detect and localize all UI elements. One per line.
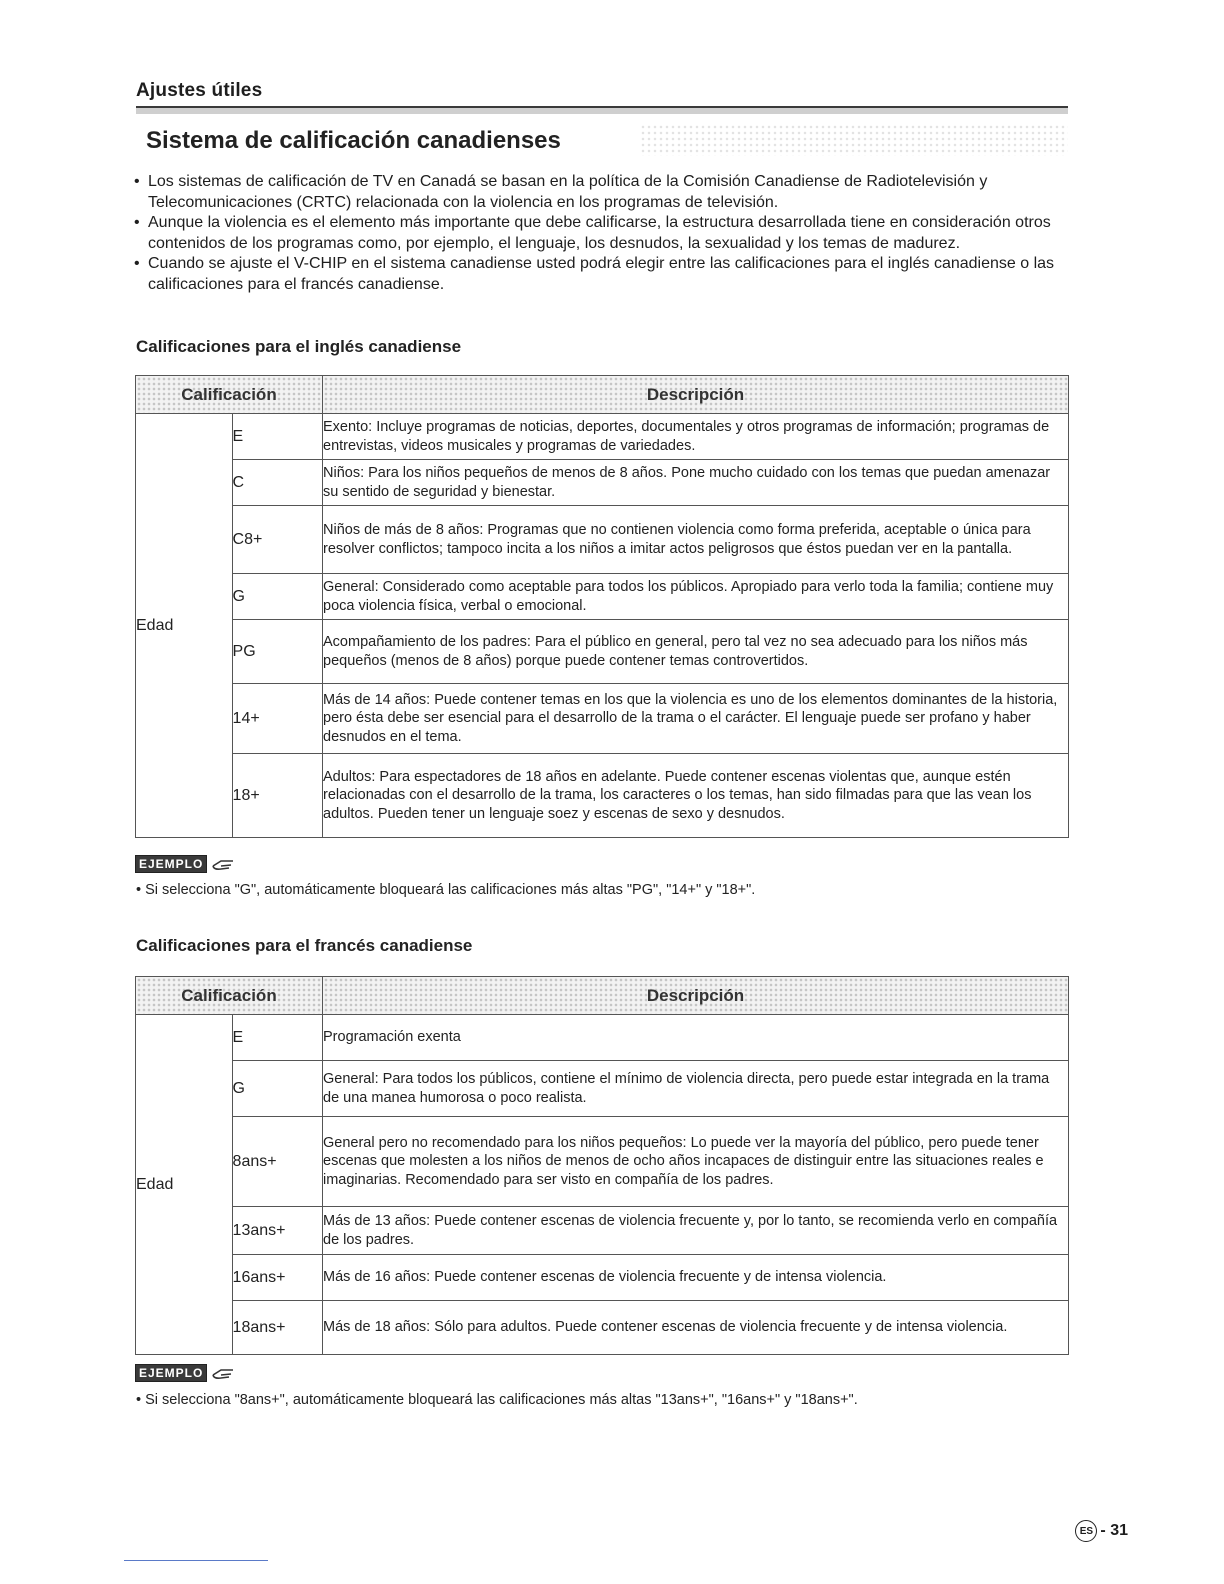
rating-code: PG (232, 620, 322, 684)
french-ratings-table (135, 976, 1069, 1355)
table-row (136, 460, 1069, 506)
header-descripcion: Descripción (323, 977, 1069, 1015)
rating-code: 13ans+ (232, 1207, 322, 1255)
rating-description: Exento: Incluye programas de noticias, deportes, documentales y otros programas de información; programas de entrevistas, videos musicales y programas de variedades. (323, 414, 1069, 460)
table-row (136, 414, 1069, 460)
english-subtitle: Calificaciones para el inglés canadiense (136, 337, 462, 356)
example-label: EJEMPLO (135, 855, 207, 873)
example-badge-french (135, 1364, 237, 1382)
example-text: Si selecciona "8ans+", automáticamente bloqueará las calificaciones más altas "13ans+", "16ans+" y "18ans+". (145, 1392, 858, 1408)
header-rule (136, 106, 1068, 114)
rating-description: Adultos: Para espectadores de 18 años en adelante. Puede contener escenas violentas que, aunque estén relacionadas con el desarrollo de la trama, los caracteres o los temas, han sido filmadas para que las vean los adultos. Pueden tener un lenguaje soez y escenas de sexo y desnudos. (323, 754, 1069, 838)
table-row (136, 1015, 1069, 1061)
title-shade (640, 124, 1068, 156)
rating-description: Más de 14 años: Puede contener temas en los que la violencia es uno de los elementos dominantes de la historia, pero ésta debe ser esencial para el desarrollo de la trama o el carácter. El lenguaje puede ser profano y haber desnudos en el tema. (323, 684, 1069, 754)
page-number (1075, 1520, 1128, 1542)
page-title: Sistema de calificación canadienses (146, 127, 561, 154)
group-edad: Edad (136, 414, 233, 838)
table-row (136, 1255, 1069, 1301)
intro-list (134, 172, 1074, 295)
rating-description: Más de 18 años: Sólo para adultos. Puede contener escenas de violencia frecuente y de intensa violencia. (323, 1301, 1069, 1355)
table-row (136, 506, 1069, 574)
rating-description: General: Considerado como aceptable para todos los públicos. Apropiado para verlo toda la familia; contiene muy poca violencia física, verbal o emocional. (323, 574, 1069, 620)
rating-description: Acompañamiento de los padres: Para el público en general, pero tal vez no sea adecuado para los niños más pequeños (menos de 8 años) porque puede contener temas controvertidos. (323, 620, 1069, 684)
example-text: Si selecciona "G", automáticamente bloqueará las calificaciones más altas "PG", "14+" y "18+". (145, 882, 756, 898)
rating-code: E (232, 414, 322, 460)
footer-rule (124, 1560, 268, 1561)
rating-code: G (232, 1061, 322, 1117)
rating-code: 8ans+ (232, 1117, 322, 1207)
pointing-hand-icon (211, 856, 237, 872)
rating-code: 18ans+ (232, 1301, 322, 1355)
rating-description: Niños de más de 8 años: Programas que no contienen violencia como forma preferida, aceptable o única para resolver conflictos; tampoco incita a los niños a imitar actos peligrosos que éstos puedan ver en la pantalla. (323, 506, 1069, 574)
table-row (136, 754, 1069, 838)
group-edad: Edad (136, 1015, 233, 1355)
table-row (136, 574, 1069, 620)
table-row (136, 1301, 1069, 1355)
rating-description: Más de 16 años: Puede contener escenas de violencia frecuente y de intensa violencia. (323, 1255, 1069, 1301)
example-badge-english (135, 855, 237, 873)
rating-description: Más de 13 años: Puede contener escenas de violencia frecuente y, por lo tanto, se recomienda verlo en compañía de los padres. (323, 1207, 1069, 1255)
rating-description: Niños: Para los niños pequeños de menos de 8 años. Pone mucho cuidado con los temas que puedan amenazar su sentido de seguridad y bienestar. (323, 460, 1069, 506)
example-label: EJEMPLO (135, 1364, 207, 1382)
rating-code: G (232, 574, 322, 620)
page-number-text: - 31 (1100, 1522, 1128, 1539)
rating-code: 14+ (232, 684, 322, 754)
intro-bullet: • Cuando se ajuste el V-CHIP en el sistema canadiense usted podrá elegir entre las calificaciones para el inglés canadiense o las calificaciones para el francés canadiense. (134, 254, 1074, 295)
rating-description: General pero no recomendado para los niños pequeños: Lo puede ver la mayoría del público, pero puede tener escenas que molesten a los niños de menos de ocho años incapaces de distinguir entre las situaciones reales e imaginarias. Recomendado para ser visto en compañía de los padres. (323, 1117, 1069, 1207)
rating-description: Programación exenta (323, 1015, 1069, 1061)
intro-bullet: • Aunque la violencia es el elemento más importante que debe calificarse, la estructura desarrollada tiene en consideración otros contenidos de los programas como, por ejemplo, el lenguaje, los desnudos, la sexualidad y los temas de madurez. (134, 213, 1074, 254)
french-subtitle: Calificaciones para el francés canadiense (136, 936, 473, 955)
example-note-english: • Si selecciona "G", automáticamente bloqueará las calificaciones más altas "PG", "14+" y "18+". (136, 882, 756, 898)
english-ratings-table (135, 375, 1069, 838)
rating-description: General: Para todos los públicos, contiene el mínimo de violencia directa, pero puede estar integrada en la trama de una manea humorosa o poco realista. (323, 1061, 1069, 1117)
rating-code: 16ans+ (232, 1255, 322, 1301)
table-row (136, 620, 1069, 684)
table-row (136, 1061, 1069, 1117)
rating-code: C8+ (232, 506, 322, 574)
pointing-hand-icon (211, 1365, 237, 1381)
section-header: Ajustes útiles (136, 80, 263, 101)
language-es-icon: ES (1075, 1520, 1097, 1542)
header-calificacion: Calificación (136, 977, 323, 1015)
example-note-french: • Si selecciona "8ans+", automáticamente bloqueará las calificaciones más altas "13ans+", "16ans+" y "18ans+". (136, 1392, 858, 1408)
header-calificacion: Calificación (136, 376, 323, 414)
rating-code: 18+ (232, 754, 322, 838)
rating-code: C (232, 460, 322, 506)
rating-code: E (232, 1015, 322, 1061)
intro-bullet: • Los sistemas de calificación de TV en Canadá se basan en la política de la Comisión Canadiense de Radiotelevisión y Telecomunicaciones (CRTC) relacionada con la violencia en los programas de televisión. (134, 172, 1074, 213)
header-descripcion: Descripción (323, 376, 1069, 414)
table-row (136, 684, 1069, 754)
table-row (136, 1207, 1069, 1255)
table-row (136, 1117, 1069, 1207)
